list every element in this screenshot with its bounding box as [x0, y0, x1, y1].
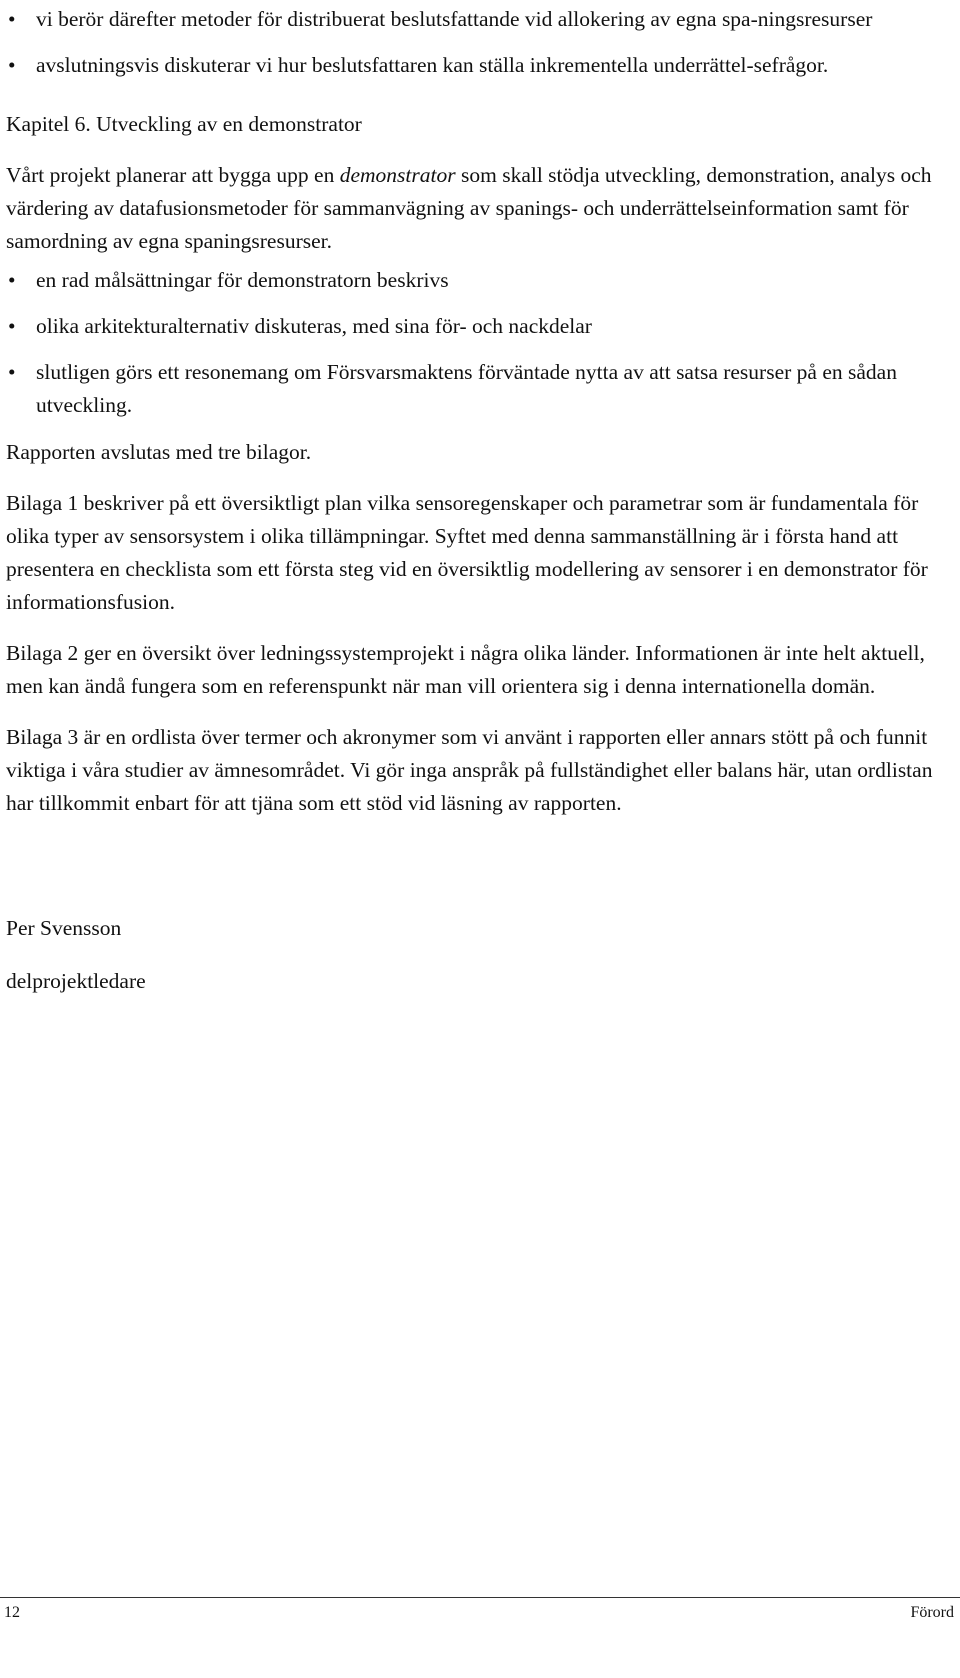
chapter-intro-paragraph	[6, 159, 946, 258]
footer-section-title: Förord	[910, 1604, 954, 1621]
intro-emphasis: demonstrator	[339, 163, 456, 187]
list-item	[6, 356, 946, 422]
signature-role: delprojektledare	[6, 969, 146, 993]
bullet-text: avslutningsvis diskuterar vi hur beslutsfattaren kan ställa inkrementella underrättel-sefrågor.	[36, 53, 829, 77]
bullet-text: en rad målsättningar för demonstratorn beskrivs	[36, 268, 449, 292]
chapter-heading: Kapitel 6. Utveckling av en demonstrator	[6, 112, 362, 136]
bullet-icon: •	[8, 7, 16, 31]
bullet-icon: •	[8, 53, 16, 77]
bullet-text: vi berör därefter metoder för distribuerat beslutsfattande vid allokering av egna spa-ningsresurser	[36, 7, 873, 31]
page-content	[6, 3, 946, 998]
chapter-bullet-list	[6, 264, 946, 422]
list-item	[6, 49, 946, 82]
list-item	[6, 3, 946, 36]
intro-text-before: Vårt projekt planerar att bygga upp en	[6, 163, 340, 187]
top-bullet-list	[6, 3, 946, 82]
bullet-icon: •	[8, 360, 16, 384]
intro-text-after: som skall stödja utveckling, demonstration, analys och värdering av datafusionsmetoder för sammanvägning av spanings- och underrättelseinformation samt för samordning av egna spaningsresurser.	[6, 163, 932, 253]
appendices-intro-paragraph: Rapporten avslutas med tre bilagor.	[6, 440, 312, 464]
appendix-2-paragraph: Bilaga 2 ger en översikt över ledningssystemprojekt i några olika länder. Informationen är inte helt aktuell, men kan ändå fungera som en referenspunkt när man vill orientera sig i denna internationella domän.	[6, 641, 925, 698]
footer-divider	[0, 1597, 960, 1598]
bullet-text: olika arkitekturalternativ diskuteras, med sina för- och nackdelar	[36, 314, 592, 338]
bullet-text: slutligen görs ett resonemang om Försvarsmaktens förväntade nytta av att satsa resurser på en sådan utveckling.	[36, 360, 897, 417]
appendix-1-paragraph: Bilaga 1 beskriver på ett översiktligt plan vilka sensoregenskaper och parametrar som är fundamentala för olika typer av sensorsystem i olika tillämpningar. Syftet med denna sammanställning är i första hand att presentera en checklista som ett första steg vid en översiktlig modellering av sensorer i en demonstrator för informationsfusion.	[6, 491, 928, 614]
list-item	[6, 264, 946, 297]
signature-name: Per Svensson	[6, 916, 122, 940]
list-item	[6, 310, 946, 343]
signature-block	[6, 912, 946, 998]
bullet-icon: •	[8, 314, 16, 338]
appendix-3-paragraph: Bilaga 3 är en ordlista över termer och akronymer som vi använt i rapporten eller annars stött på och funnit viktiga i våra studier av ämnesområdet. Vi gör inga anspråk på fullständighet eller balans här, utan ordlistan har tillkommit enbart för att tjäna som ett stöd vid läsning av rapporten.	[6, 725, 933, 815]
page-number: 12	[4, 1604, 20, 1621]
bullet-icon: •	[8, 268, 16, 292]
